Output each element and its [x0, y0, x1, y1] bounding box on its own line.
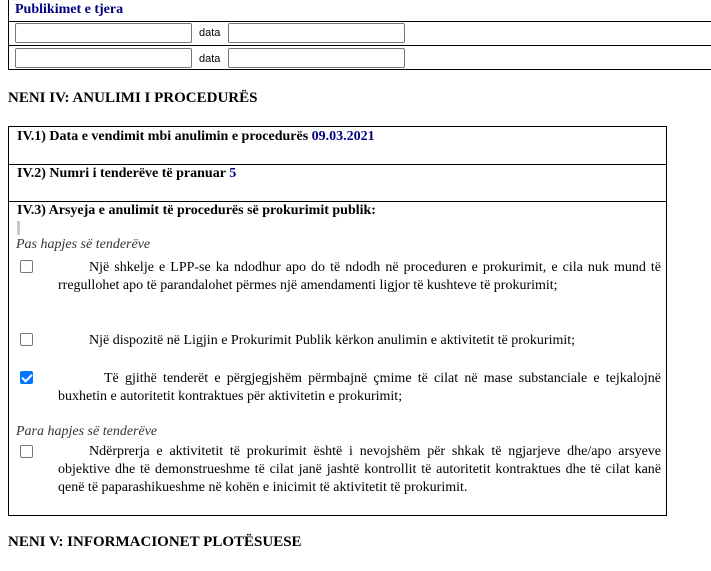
iv2-label-line	[17, 166, 236, 182]
publication-name-input[interactable]	[15, 23, 192, 43]
reason-checkbox-exceed-budget[interactable]	[20, 371, 33, 384]
publication-date-input[interactable]	[228, 48, 405, 68]
publication-row	[9, 21, 711, 45]
tenders-received-count: 5	[229, 166, 237, 181]
row-iv1	[9, 127, 666, 165]
reason-checkbox-lpp-violation[interactable]	[20, 260, 33, 273]
row-iv2	[9, 164, 666, 202]
publication-name-input[interactable]	[15, 48, 192, 68]
row-iv3	[9, 201, 666, 515]
reason-checkbox-objective-events[interactable]	[20, 445, 33, 458]
cancellation-table	[8, 126, 667, 516]
neni-iv-heading: NENI IV: ANULIMI I PROCEDURËS	[8, 90, 258, 106]
reason-text-lpp-violation: Një shkelje e LPP-se ka ndodhur apo do të ndodh në proceduren e prokurimit, e cila nuk mund të rregullohet apo të parandalohet përmes një amendamenti ligjor të kushteve të prokurimit;	[58, 260, 661, 293]
reason-text-objective-events: Ndërprerja e aktivitetit të prokurimit është i nevojshëm për shkak të ngjarjeve dhe/apo arsyeve objektive dhe të demonstrueshme të cilat janë jashtë kontrollit të autoritetit kontraktues dhe të cilat kanë qenë të paparashikueshme në kohën e inicimit të aktivitetit të prokurimit.	[58, 444, 661, 495]
group-before-opening: Para hapjes së tenderëve	[16, 424, 158, 439]
iv3-label: IV.3) Arsyeja e anulimit të procedurës së prokurimit publik:	[17, 203, 376, 218]
reason-checkbox-law-provision[interactable]	[20, 333, 33, 346]
iv2-label: IV.2) Numri i tenderëve të pranuar	[17, 166, 226, 181]
other-publications-title: Publikimet e tjera	[15, 2, 124, 17]
neni-v-heading: NENI V: INFORMACIONET PLOTËSUESE	[8, 534, 302, 550]
publication-date-label: data	[199, 53, 221, 65]
iv1-label-line	[17, 129, 375, 145]
iv1-label: IV.1) Data e vendimit mbi anulimin e procedurës	[17, 129, 309, 144]
group-after-opening: Pas hapjes së tenderëve	[16, 237, 151, 252]
other-publications-box	[8, 0, 711, 70]
reason-text-law-provision: Një dispozitë në Ligjin e Prokurimit Publik kërkon anulimin e aktivitetit të prokurimit;	[89, 333, 576, 348]
publication-date-input[interactable]	[228, 23, 405, 43]
publication-date-label: data	[199, 27, 221, 39]
text-cursor	[17, 221, 20, 235]
reason-text-exceed-budget: Të gjithë tenderët e përgjegjshëm përmbajnë çmime të cilat në mase substanciale e tejkalojnë buxhetin e autoritetit kontraktues për aktivitetin e prokurimit;	[58, 371, 661, 404]
cancellation-decision-date: 09.03.2021	[311, 129, 375, 144]
publication-row	[9, 45, 711, 69]
